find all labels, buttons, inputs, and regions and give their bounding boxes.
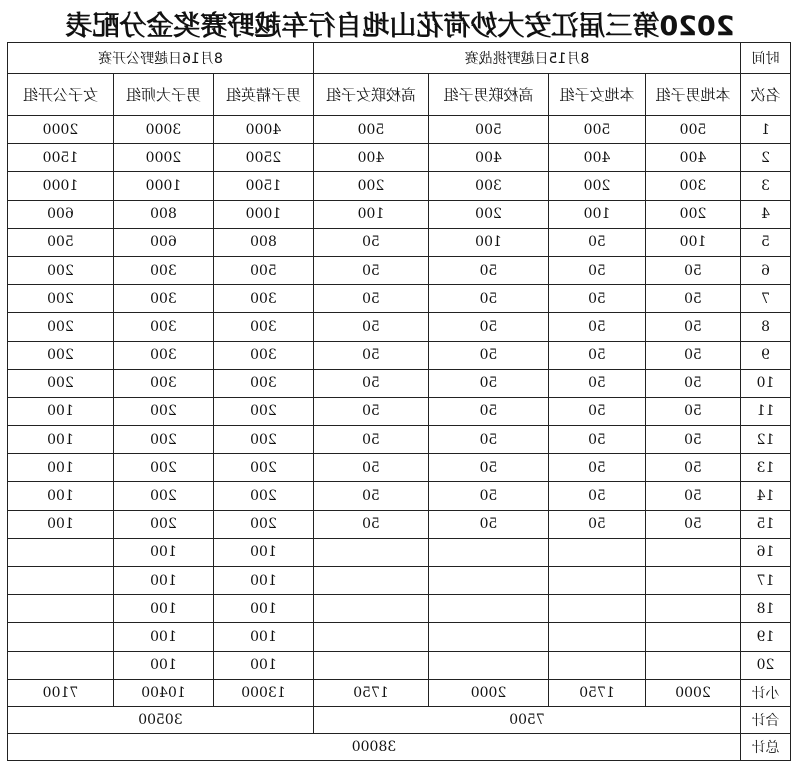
subtotal-cell: 7100 — [7, 679, 113, 706]
prize-cell: 200 — [7, 313, 113, 341]
group-header: 本地女子组 — [549, 74, 646, 116]
prize-cell: 300 — [113, 341, 213, 369]
prize-cell — [7, 651, 113, 679]
page-title: 2020第三届江安大妙荷花山地自行车越野赛奖金分配表 — [65, 11, 735, 42]
table-row — [7, 228, 790, 256]
prize-cell: 50 — [549, 256, 646, 284]
table-row — [7, 623, 790, 651]
prize-cell: 200 — [549, 172, 646, 200]
rank-cell: 7 — [741, 285, 791, 313]
prize-cell: 2000 — [7, 116, 113, 144]
prize-cell: 50 — [549, 313, 646, 341]
rank-cell: 18 — [741, 595, 791, 623]
prize-cell: 200 — [7, 369, 113, 397]
prize-cell — [7, 567, 113, 595]
time-label: 时间 — [741, 43, 791, 74]
rank-cell: 8 — [741, 313, 791, 341]
rank-cell: 6 — [741, 256, 791, 284]
rank-cell: 10 — [741, 369, 791, 397]
prize-cell: 50 — [646, 341, 741, 369]
subtotal-cell: 10400 — [113, 679, 213, 706]
prize-cell: 50 — [429, 426, 549, 454]
rank-cell: 19 — [741, 623, 791, 651]
rank-cell: 2 — [741, 144, 791, 172]
rank-cell: 3 — [741, 172, 791, 200]
rank-cell: 14 — [741, 482, 791, 510]
prize-cell: 200 — [113, 426, 213, 454]
prize-cell: 50 — [646, 313, 741, 341]
prize-cell: 100 — [213, 595, 313, 623]
table-row — [7, 567, 790, 595]
prize-cell: 50 — [646, 426, 741, 454]
prize-cell: 100 — [113, 595, 213, 623]
prize-cell: 200 — [113, 482, 213, 510]
prize-cell: 100 — [213, 651, 313, 679]
rank-cell: 9 — [741, 341, 791, 369]
prize-cell: 50 — [313, 426, 428, 454]
grand-total-label: 总计 — [741, 733, 791, 760]
prize-cell: 50 — [313, 454, 428, 482]
prize-cell: 200 — [7, 341, 113, 369]
prize-cell: 500 — [213, 256, 313, 284]
table-row — [7, 651, 790, 679]
prize-cell: 50 — [429, 454, 549, 482]
rank-cell: 17 — [741, 567, 791, 595]
subtotal-cell: 1750 — [313, 679, 428, 706]
prize-cell: 500 — [313, 116, 428, 144]
table-row — [7, 144, 790, 172]
rank-label: 名次 — [741, 74, 791, 116]
rank-cell: 12 — [741, 426, 791, 454]
rank-cell: 5 — [741, 228, 791, 256]
prize-cell: 300 — [213, 341, 313, 369]
prize-cell: 300 — [213, 313, 313, 341]
prize-cell: 50 — [646, 285, 741, 313]
prize-cell: 500 — [646, 116, 741, 144]
prize-cell: 300 — [213, 285, 313, 313]
prize-cell: 50 — [429, 313, 549, 341]
prize-cell — [549, 651, 646, 679]
prize-cell: 50 — [549, 454, 646, 482]
prize-cell: 50 — [549, 482, 646, 510]
prize-cell: 100 — [7, 454, 113, 482]
prize-cell: 1000 — [213, 200, 313, 228]
prize-cell: 300 — [213, 369, 313, 397]
group-header: 男子精英组 — [213, 74, 313, 116]
table-row — [7, 313, 790, 341]
prize-cell: 100 — [549, 200, 646, 228]
prize-cell: 100 — [646, 228, 741, 256]
prize-cell: 2500 — [213, 144, 313, 172]
prize-cell: 1500 — [7, 144, 113, 172]
header-row-groups — [7, 74, 790, 116]
table-row — [7, 116, 790, 144]
combined-row — [7, 706, 790, 733]
prize-cell: 2000 — [113, 144, 213, 172]
prize-cell: 50 — [429, 510, 549, 538]
event1-header: 8月15日越野挑战赛 — [313, 43, 740, 74]
prize-cell: 50 — [549, 228, 646, 256]
prize-cell: 100 — [7, 482, 113, 510]
header-row-events — [7, 43, 790, 74]
subtotal-cell: 1750 — [549, 679, 646, 706]
prize-cell — [549, 623, 646, 651]
prize-cell: 4000 — [213, 116, 313, 144]
rank-cell: 20 — [741, 651, 791, 679]
grand-total-value: 38000 — [7, 733, 740, 760]
prize-cell: 50 — [313, 482, 428, 510]
prize-cell: 100 — [113, 538, 213, 566]
prize-cell — [549, 538, 646, 566]
prize-cell: 50 — [646, 454, 741, 482]
event2-header: 8月16日越野公开赛 — [7, 43, 313, 74]
prize-cell — [7, 595, 113, 623]
prize-cell: 50 — [549, 369, 646, 397]
prize-cell: 50 — [549, 426, 646, 454]
prize-cell: 200 — [646, 200, 741, 228]
table-row — [7, 454, 790, 482]
prize-cell: 100 — [7, 397, 113, 425]
prize-cell: 50 — [313, 369, 428, 397]
prize-cell: 200 — [7, 285, 113, 313]
prize-cell: 50 — [429, 256, 549, 284]
prize-cell: 100 — [213, 623, 313, 651]
prize-cell — [429, 595, 549, 623]
prize-cell: 50 — [429, 482, 549, 510]
prize-cell: 50 — [429, 285, 549, 313]
prize-cell — [646, 538, 741, 566]
prize-cell: 100 — [313, 200, 428, 228]
group-header: 高校联女子组 — [313, 74, 428, 116]
group-header: 高校联男子组 — [429, 74, 549, 116]
prize-cell: 200 — [213, 510, 313, 538]
prize-cell: 300 — [429, 172, 549, 200]
prize-cell: 50 — [313, 313, 428, 341]
prize-cell: 400 — [429, 144, 549, 172]
prize-cell: 50 — [646, 369, 741, 397]
prize-cell: 50 — [549, 397, 646, 425]
prize-cell — [313, 623, 428, 651]
group-header: 女子公开组 — [7, 74, 113, 116]
table-row — [7, 341, 790, 369]
prize-cell — [549, 595, 646, 623]
prize-cell: 50 — [646, 256, 741, 284]
combined-event1: 7500 — [313, 706, 740, 733]
prize-cell — [7, 623, 113, 651]
prize-cell: 50 — [313, 397, 428, 425]
prize-cell: 800 — [113, 200, 213, 228]
prize-cell: 200 — [213, 454, 313, 482]
table-row — [7, 200, 790, 228]
prize-cell: 200 — [113, 397, 213, 425]
combined-event2: 30500 — [7, 706, 313, 733]
prize-cell: 200 — [213, 426, 313, 454]
rank-cell: 4 — [741, 200, 791, 228]
prize-cell: 100 — [113, 651, 213, 679]
table-row — [7, 482, 790, 510]
prize-cell: 50 — [313, 341, 428, 369]
prize-cell: 200 — [429, 200, 549, 228]
rank-cell: 13 — [741, 454, 791, 482]
subtotal-label: 小计 — [741, 679, 791, 706]
prize-cell: 200 — [213, 482, 313, 510]
prize-cell: 500 — [7, 228, 113, 256]
prize-cell: 200 — [113, 454, 213, 482]
prize-cell — [7, 538, 113, 566]
prize-cell: 1500 — [213, 172, 313, 200]
prize-cell: 400 — [549, 144, 646, 172]
prize-table — [7, 42, 791, 761]
prize-cell: 400 — [313, 144, 428, 172]
table-row — [7, 285, 790, 313]
prize-cell: 500 — [429, 116, 549, 144]
prize-cell: 3000 — [113, 116, 213, 144]
prize-cell: 50 — [549, 510, 646, 538]
prize-cell: 100 — [7, 510, 113, 538]
prize-cell: 300 — [113, 369, 213, 397]
prize-cell — [429, 567, 549, 595]
prize-cell: 600 — [113, 228, 213, 256]
prize-cell: 200 — [313, 172, 428, 200]
table-row — [7, 172, 790, 200]
prize-cell: 200 — [113, 510, 213, 538]
prize-cell: 50 — [549, 341, 646, 369]
rank-cell: 16 — [741, 538, 791, 566]
prize-cell: 800 — [213, 228, 313, 256]
table-row — [7, 510, 790, 538]
prize-cell: 50 — [429, 341, 549, 369]
prize-cell — [646, 595, 741, 623]
prize-cell — [549, 567, 646, 595]
rank-cell: 15 — [741, 510, 791, 538]
prize-cell: 100 — [7, 426, 113, 454]
group-header: 男子大师组 — [113, 74, 213, 116]
prize-cell — [646, 651, 741, 679]
combined-label: 合计 — [741, 706, 791, 733]
prize-cell: 50 — [313, 510, 428, 538]
prize-cell: 100 — [429, 228, 549, 256]
prize-cell: 200 — [7, 256, 113, 284]
prize-cell: 50 — [313, 256, 428, 284]
prize-cell: 200 — [213, 397, 313, 425]
rank-cell: 1 — [741, 116, 791, 144]
prize-cell: 1000 — [7, 172, 113, 200]
prize-cell: 50 — [549, 285, 646, 313]
prize-cell — [313, 595, 428, 623]
prize-cell: 300 — [113, 313, 213, 341]
prize-cell: 1000 — [113, 172, 213, 200]
grand-total-row — [7, 733, 790, 760]
table-row — [7, 538, 790, 566]
subtotal-row — [7, 679, 790, 706]
prize-cell: 50 — [429, 397, 549, 425]
prize-cell: 300 — [113, 285, 213, 313]
prize-cell: 50 — [313, 285, 428, 313]
prize-cell — [646, 567, 741, 595]
prize-cell — [429, 538, 549, 566]
prize-cell: 50 — [313, 228, 428, 256]
prize-cell: 500 — [549, 116, 646, 144]
prize-cell — [313, 651, 428, 679]
prize-cell: 400 — [646, 144, 741, 172]
prize-cell: 100 — [113, 623, 213, 651]
prize-cell: 100 — [213, 567, 313, 595]
prize-cell: 100 — [213, 538, 313, 566]
table-row — [7, 369, 790, 397]
prize-cell: 50 — [646, 510, 741, 538]
prize-cell — [313, 538, 428, 566]
prize-cell — [429, 623, 549, 651]
prize-cell: 100 — [113, 567, 213, 595]
prize-cell: 50 — [646, 482, 741, 510]
prize-cell: 300 — [113, 256, 213, 284]
prize-cell: 600 — [7, 200, 113, 228]
table-row — [7, 397, 790, 425]
rank-cell: 11 — [741, 397, 791, 425]
table-row — [7, 256, 790, 284]
prize-cell — [313, 567, 428, 595]
prize-cell: 50 — [646, 397, 741, 425]
subtotal-cell: 13000 — [213, 679, 313, 706]
group-header: 本地男子组 — [646, 74, 741, 116]
subtotal-cell: 2000 — [646, 679, 741, 706]
prize-cell: 50 — [429, 369, 549, 397]
table-row — [7, 426, 790, 454]
prize-cell — [646, 623, 741, 651]
table-row — [7, 595, 790, 623]
subtotal-cell: 2000 — [429, 679, 549, 706]
prize-cell — [429, 651, 549, 679]
prize-cell: 300 — [646, 172, 741, 200]
